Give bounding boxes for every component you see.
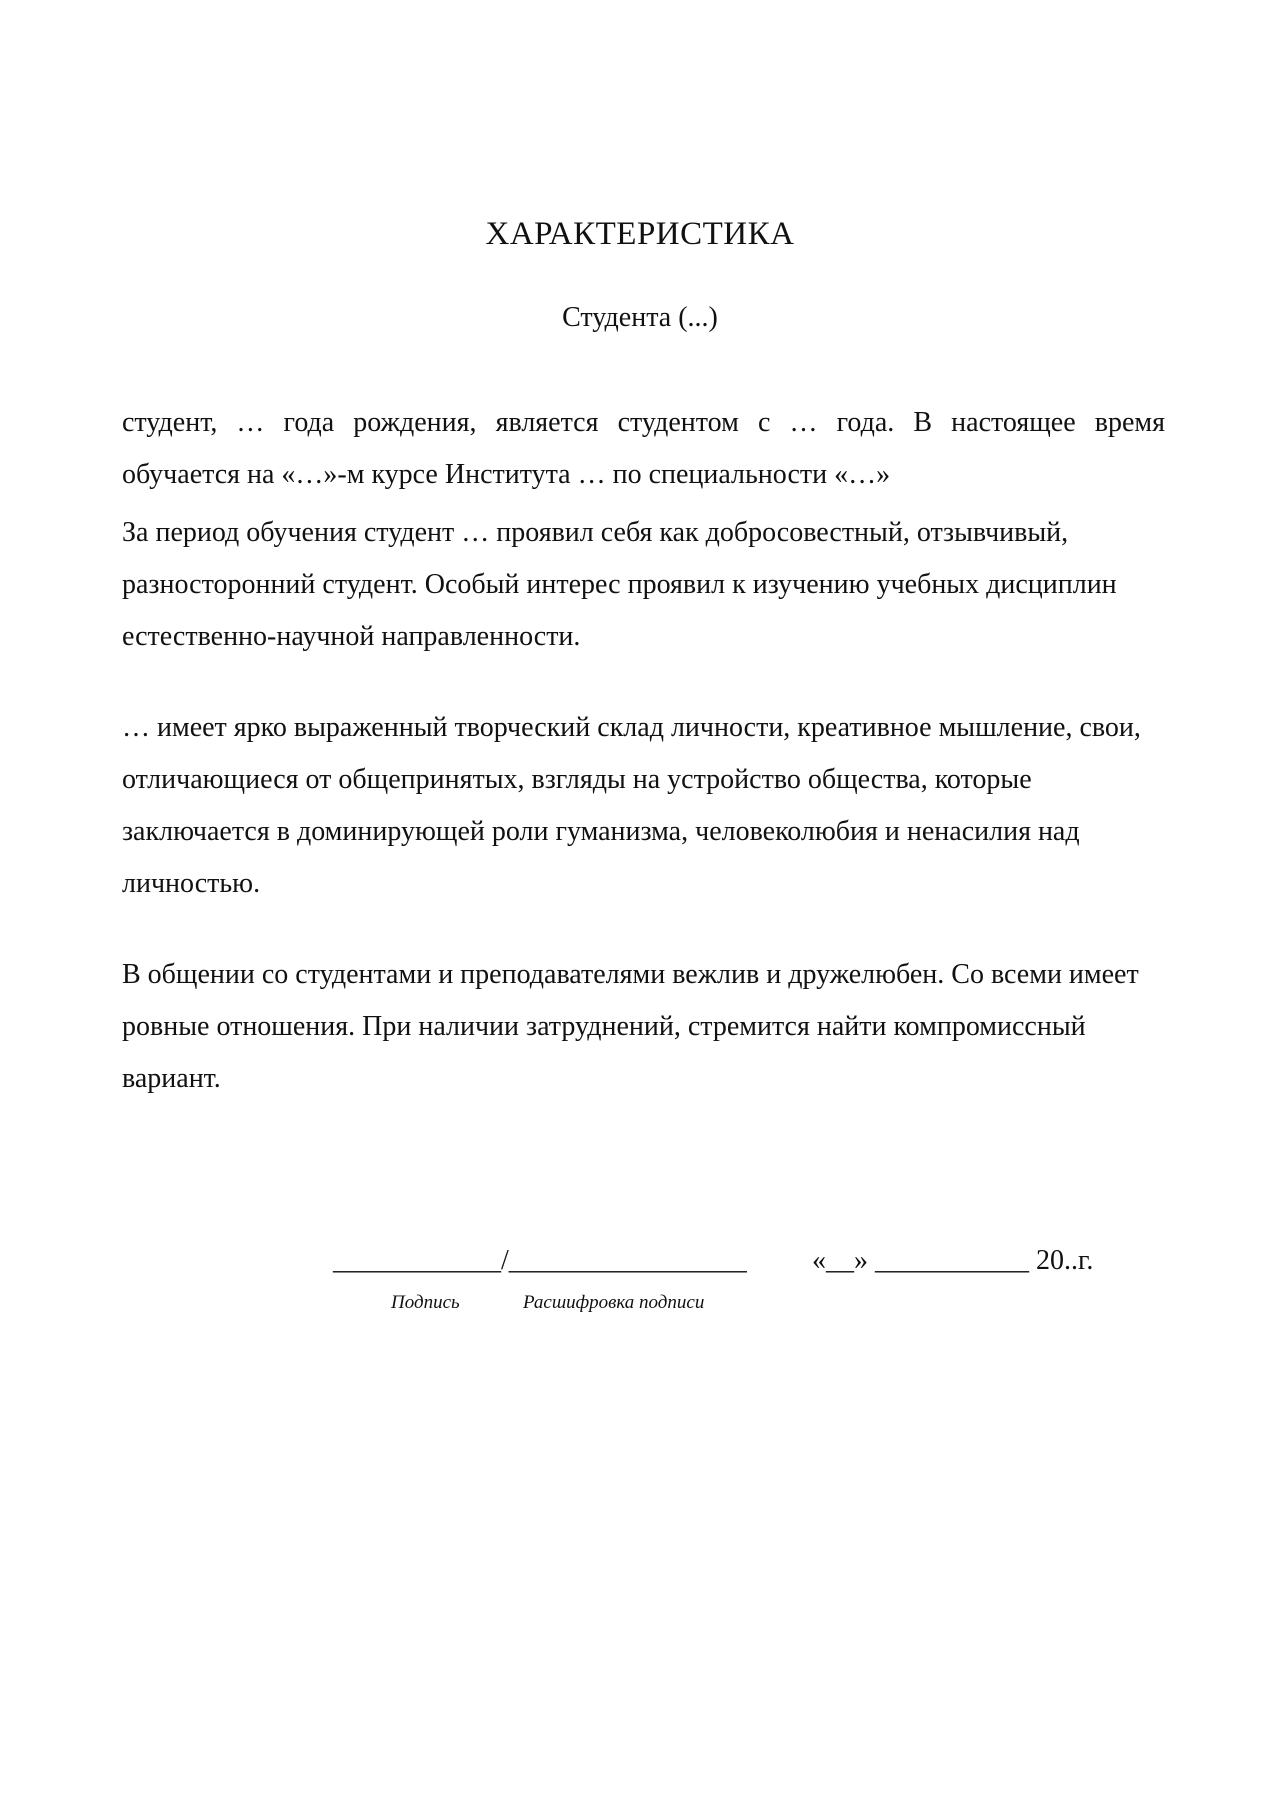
paragraph-personality: … имеет ярко выраженный творческий склад личности, креативное мышление, свои, отличающиеся от общепринятых, взгляды на устройство общества, которые заключается в доминирующей роли гуманизма, человеколюбия и ненасилия над личностью. xyxy=(122,712,1141,899)
paragraph-intro-line-2: обучается на «…»-м курсе Института … по специальности «…» xyxy=(122,459,891,490)
caption-signature-decoding: Расшифровка подписи xyxy=(523,1292,705,1313)
signature-line: ____________/_________________ xyxy=(333,1245,747,1276)
document-title: ХАРАКТЕРИСТИКА xyxy=(485,216,795,252)
paragraph-communication: В общении со студентами и преподавателями вежлив и дружелюбен. Со всеми имеет ровные отношения. При наличии затруднений, стремится найти компромиссный вариант. xyxy=(122,959,1139,1094)
caption-signature: Подпись xyxy=(391,1292,460,1313)
document-subtitle: Студента (...) xyxy=(562,302,718,333)
date-line: «__» ___________ 20..г. xyxy=(812,1245,1094,1276)
paragraph-intro xyxy=(122,397,1165,501)
paragraph-intro-line-1: студент, … года рождения, является студентом с … года. В настоящее время xyxy=(122,407,1165,438)
paragraph-study-period: За период обучения студент … проявил себя как добросовестный, отзывчивый, разносторонний студент. Особый интерес проявил к изучению учебных дисциплин естественно-научной направленности. xyxy=(122,517,1117,652)
